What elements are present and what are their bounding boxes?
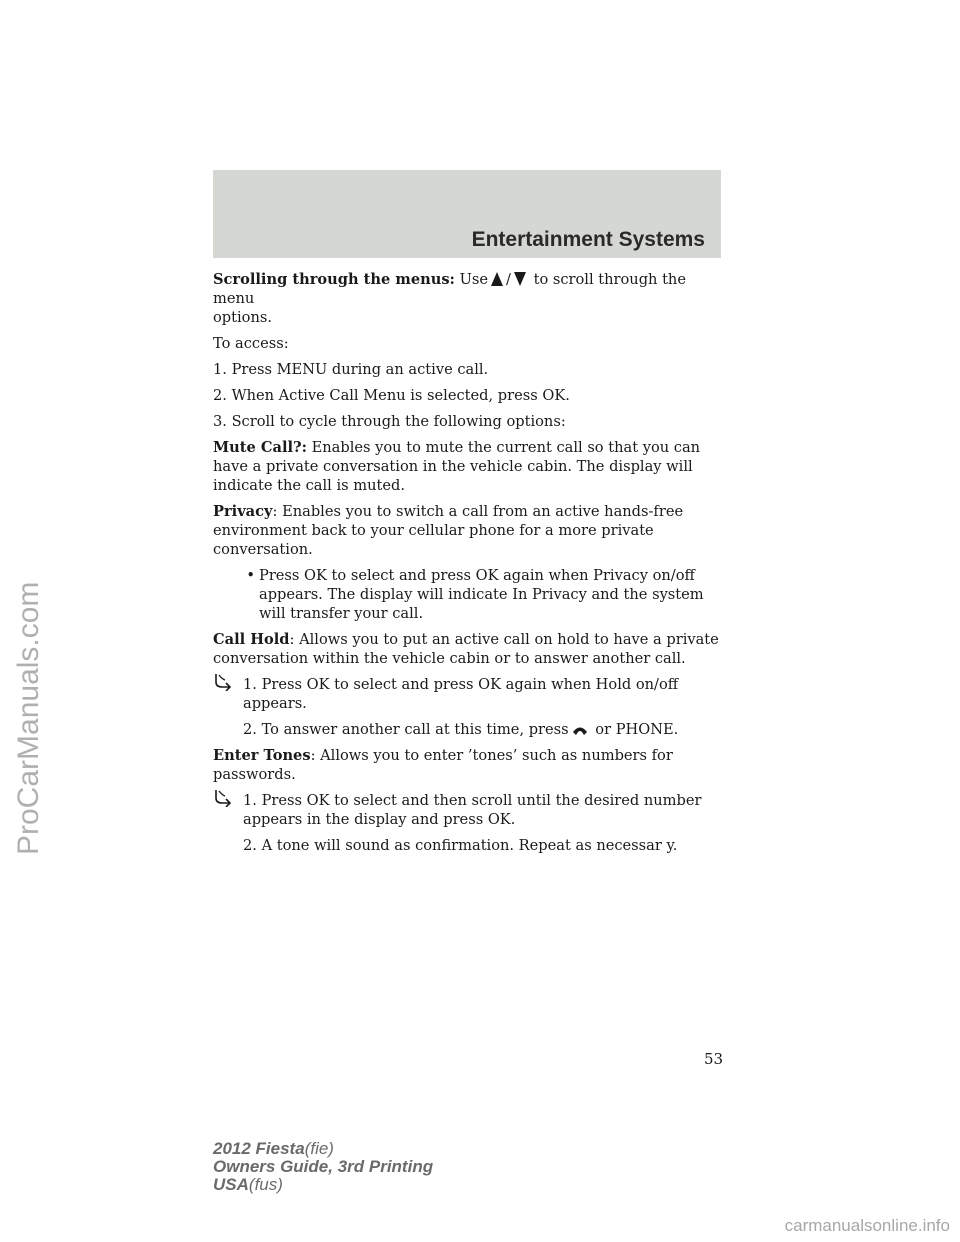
privacy-paragraph bbox=[213, 502, 723, 559]
footer-market: USA bbox=[213, 1175, 249, 1194]
hold-step-1-item bbox=[213, 675, 723, 713]
page-content bbox=[213, 270, 723, 862]
access-text: To access: bbox=[213, 335, 289, 352]
phone-icon bbox=[571, 723, 589, 737]
tones-step-1-item bbox=[213, 791, 723, 829]
voice-command-icon bbox=[213, 787, 235, 807]
section-title: Entertainment Systems bbox=[471, 228, 705, 251]
privacy-bullet-text: Press OK to select and press OK again when Privacy on/off appears. The display will indicate In Privacy and the system will transfer your call. bbox=[259, 567, 704, 622]
step-3: 3. Scroll to cycle through the following options: bbox=[213, 413, 566, 430]
bottom-watermark: carmanualsonline.info bbox=[784, 1216, 950, 1235]
scroll-label: Scrolling through the menus: bbox=[213, 271, 455, 288]
hold-step-2-b: or PHONE. bbox=[595, 721, 679, 738]
hold-step-1-text: 1. Press OK to select and press OK again when Hold on/off appears. bbox=[243, 676, 679, 712]
footer-market-code: (fus) bbox=[248, 1175, 283, 1194]
scroll-rest: to scroll through the menu bbox=[213, 271, 686, 307]
mute-paragraph bbox=[213, 438, 723, 495]
hold-step-2 bbox=[213, 720, 723, 739]
step-2: 2. When Active Call Menu is selected, press OK. bbox=[213, 387, 570, 404]
arrow-up-icon bbox=[490, 271, 504, 287]
hold-step-2-a: 2. To answer another call at this time, press bbox=[243, 721, 569, 738]
scroll-paragraph bbox=[213, 270, 723, 327]
side-watermark bbox=[5, 0, 45, 1242]
bullet-icon: • bbox=[246, 567, 255, 584]
step-1: 1. Press MENU during an active call. bbox=[213, 361, 489, 378]
arrow-down-icon bbox=[513, 271, 527, 287]
scroll-cont: options. bbox=[213, 309, 272, 326]
footer-imprint bbox=[213, 1140, 433, 1194]
hold-paragraph bbox=[213, 630, 723, 668]
footer-guide: Owners Guide, 3rd Printing bbox=[213, 1157, 434, 1176]
side-watermark-text: ProCarManuals.com bbox=[12, 581, 45, 855]
section-header-band bbox=[213, 170, 721, 258]
page-number: 53 bbox=[704, 1050, 724, 1068]
footer-model: 2012 Fiesta bbox=[213, 1139, 305, 1158]
privacy-bullet-item bbox=[213, 566, 723, 623]
tones-text: : Allows you to enter ’tones’ such as numbers for passwords. bbox=[213, 747, 673, 783]
mute-text: Enables you to mute the current call so that you can have a private conversation in the vehicle cabin. The display will indicate the call is muted. bbox=[213, 439, 701, 494]
scroll-use: Use bbox=[459, 271, 489, 288]
tones-step-2: 2. A tone will sound as confirmation. Repeat as necessar y. bbox=[243, 837, 678, 854]
hold-label: Call Hold bbox=[213, 631, 290, 648]
tones-step-1-text: 1. Press OK to select and then scroll until the desired number appears in the display and press OK. bbox=[243, 792, 702, 828]
scroll-slash: / bbox=[506, 271, 511, 288]
privacy-text: : Enables you to switch a call from an active hands-free environment back to your cellular phone for a more private conversation. bbox=[213, 503, 684, 558]
footer-model-code: (fie) bbox=[304, 1139, 334, 1158]
hold-text: : Allows you to put an active call on hold to have a private conversation within the vehicle cabin or to answer another call. bbox=[213, 631, 719, 667]
voice-command-icon bbox=[213, 671, 235, 691]
tones-label: Enter Tones bbox=[213, 747, 311, 764]
mute-label: Mute Call?: bbox=[213, 439, 307, 456]
tones-paragraph bbox=[213, 746, 723, 784]
privacy-label: Privacy bbox=[213, 503, 273, 520]
